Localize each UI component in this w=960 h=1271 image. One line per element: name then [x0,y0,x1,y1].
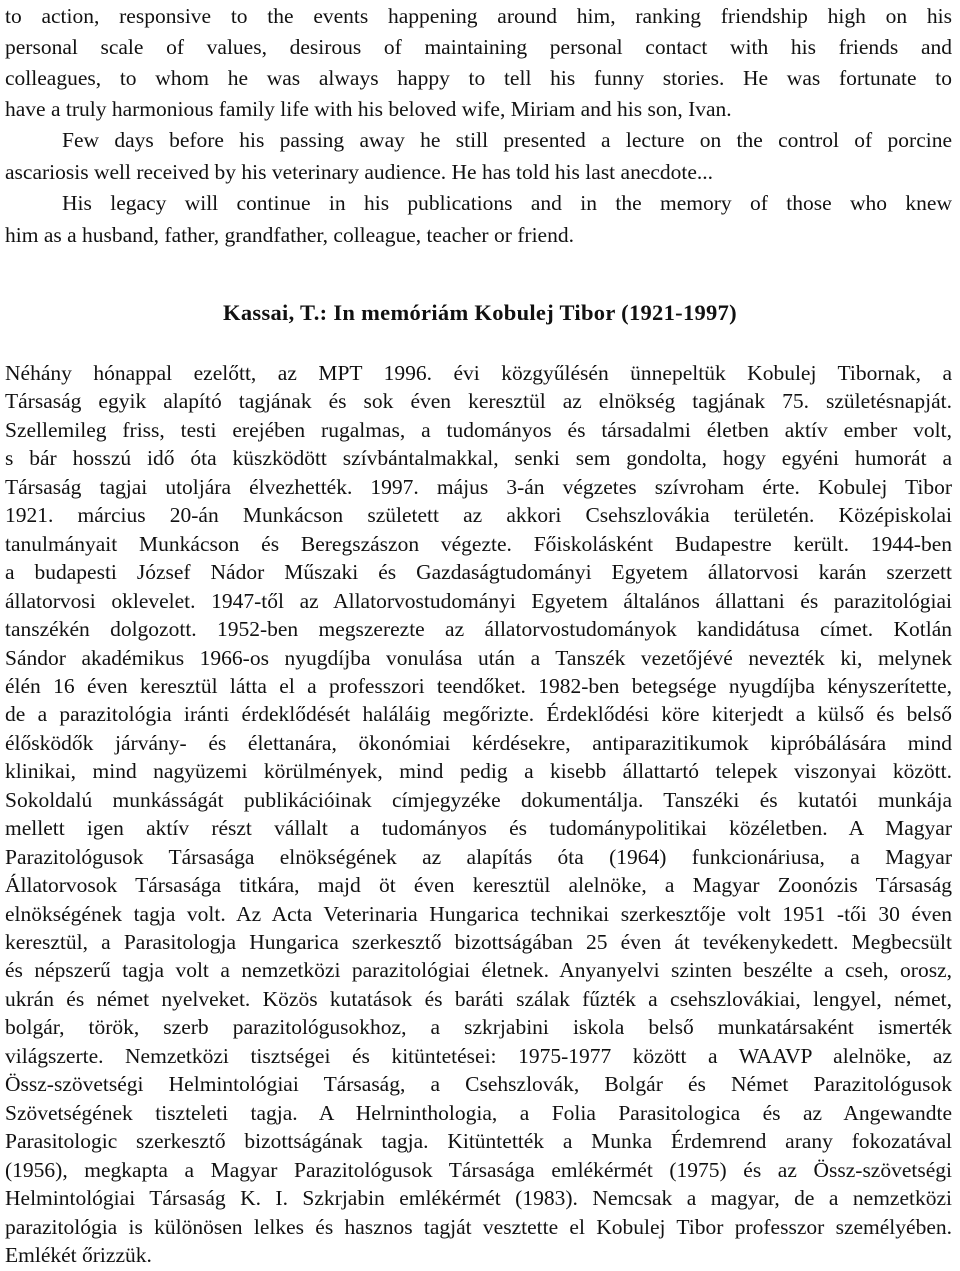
hungarian-text-line: Össz-szövetségi Helmintológiai Társaság, a Csehszlovák, Bolgár és Német Parazitológusok [5,1072,952,1096]
hungarian-text-line: Emlékét őrizzük. [5,1243,152,1267]
hungarian-text-line: de a parazitológia iránti érdeklődését haláláig megőrizte. Érdeklődési köre kiterjedt a külső és belső [5,702,952,726]
hungarian-text-line: Társaság egyik alapító tagjának és sok éven keresztül az elnökség tagjának 75. születésnapját. [5,389,952,413]
english-text-line: to action, responsive to the events happening around him, ranking friendship high on his [5,4,952,28]
hungarian-text-line: mellett igen aktív részt vállalt a tudományos és tudománypolitikai közéletben. A Magyar [5,816,952,840]
hungarian-text-line: élén 16 éven keresztül látta el a professzori teendőket. 1982-ben betegsége nyugdíjba kényszerítette, [5,674,952,698]
hungarian-text-line: Sándor akadémikus 1966-os nyugdíjba vonulása után a Tanszék vezetőjévé nevezték ki, melynek [5,646,952,670]
hungarian-text-line: tanszékén dolgozott. 1952-ben megszerezte az állatorvostudományok kandidátusa címet. Kotlán [5,617,952,641]
hungarian-text-line: klinikai, mind nagyüzemi körülmények, mind pedig a kisebb állattartó telepek viszonyai között. [5,759,952,783]
hungarian-text-line: tanulmányait Munkácson és Beregszászon végezte. Főiskolásként Budapestre került. 1944-ben [5,532,952,556]
hungarian-text-line: Sokoldalú munkásságát publikációinak címjegyzéke dokumentálja. Tanszéki és kutatói munkája [5,788,952,812]
hungarian-text-line: keresztül, a Parasitologja Hungarica szerkesztő bizottságában 25 éven át tevékenykedett. Megbecsült [5,930,952,954]
hungarian-text-line: ukrán és német nyelveket. Közös kutatások és baráti szálak fűzték a csehszlovákiai, lengyel, német, [5,987,952,1011]
english-text-line: Few days before his passing away he still presented a lecture on the control of porcine [62,128,952,152]
hungarian-text-line: s bár hosszú idő óta küszködött szívbántalmakkal, senki sem gondolta, hogy egyéni humorát a [5,446,952,470]
hungarian-text-line: Szövetségének tiszteleti tagja. A Helrninthologia, a Folia Parasitologica és az Angewandte [5,1101,952,1125]
english-text-line: colleagues, to whom he was always happy to tell his funny stories. He was fortunate to [5,66,952,90]
hungarian-text-line: Szellemileg friss, testi erejében rugalmas, a tudományos és társadalmi életben aktív ember volt, [5,418,952,442]
hungarian-text-line: elnökségének tagja volt. Az Acta Veterinaria Hungarica technikai szerkesztője volt 1951 -tői 30 éven [5,902,952,926]
english-text-line: personal scale of values, desirous of maintaining personal contact with his friends and [5,35,952,59]
english-text-line: him as a husband, father, grandfather, colleague, teacher or friend. [5,223,574,247]
english-text-line: ascariosis well received by his veterinary audience. He has told his last anecdote... [5,160,714,184]
hungarian-text-line: Parasitologic szerkesztő bizottságának tagja. Kitüntették a Munka Érdemrend arany fokozatával [5,1129,952,1153]
hungarian-text-line: Helmintológiai Társaság K. I. Szkrjabin emlékérmét (1983). Nemcsak a magyar, de a nemzetközi [5,1186,952,1210]
section-heading: Kassai, T.: In memóriám Kobulej Tibor (1921-1997) [223,300,737,325]
hungarian-text-line: és népszerű tagja volt a nemzetközi parazitológiai életnek. Anyanyelvi szinten beszélte a cseh, orosz, [5,958,952,982]
english-text-line: have a truly harmonious family life with his beloved wife, Miriam and his son, Ivan. [5,97,732,121]
hungarian-text-line: Néhány hónappal ezelőtt, az MPT 1996. évi közgyűlésén ünnepeltük Kobulej Tibornak, a [5,361,952,385]
hungarian-text-line: Parazitológusok Társasága elnökségének az alapítás óta (1964) funkcionáriusa, a Magyar [5,845,952,869]
hungarian-text-line: parazitológia is különösen lelkes és hasznos tagját vesztette el Kobulej Tibor professzor személyében. [5,1215,952,1239]
hungarian-text-line: (1956), megkapta a Magyar Parazitológusok Társasága emlékérmét (1975) és az Össz-szövetségi [5,1158,952,1182]
hungarian-text-line: a budapesti József Nádor Műszaki és Gazdaságtudományi Egyetem állatorvosi karán szerzett [5,560,952,584]
hungarian-text-line: Állatorvosok Társasága titkára, majd öt éven keresztül alelnöke, a Magyar Zoonózis Társaság [5,873,952,897]
hungarian-text-line: Társaság tagjai utoljára élvezhették. 1997. május 3-án végzetes szívroham érte. Kobulej Tibor [5,475,952,499]
hungarian-text-line: élősködők járvány- és élettanára, ökonómiai kérdésekre, antiparazitikumok kipróbálására mind [5,731,952,755]
hungarian-text-line: bolgár, török, szerb parazitológusokhoz, a szkrjabini iskola belső munkatársaként ismerték [5,1015,952,1039]
hungarian-text-line: 1921. március 20-án Munkácson született az akkori Csehszlovákia területén. Középiskolai [5,503,952,527]
english-text-line: His legacy will continue in his publications and in the memory of those who knew [62,191,952,215]
hungarian-text-line: világszerte. Nemzetközi tisztségei és kitüntetései: 1975-1977 között a WAAVP alelnöke, az [5,1044,952,1068]
hungarian-text-line: állatorvosi oklevelet. 1947-től az Allatorvostudományi Egyetem általános állattani és parazitológiai [5,589,952,613]
